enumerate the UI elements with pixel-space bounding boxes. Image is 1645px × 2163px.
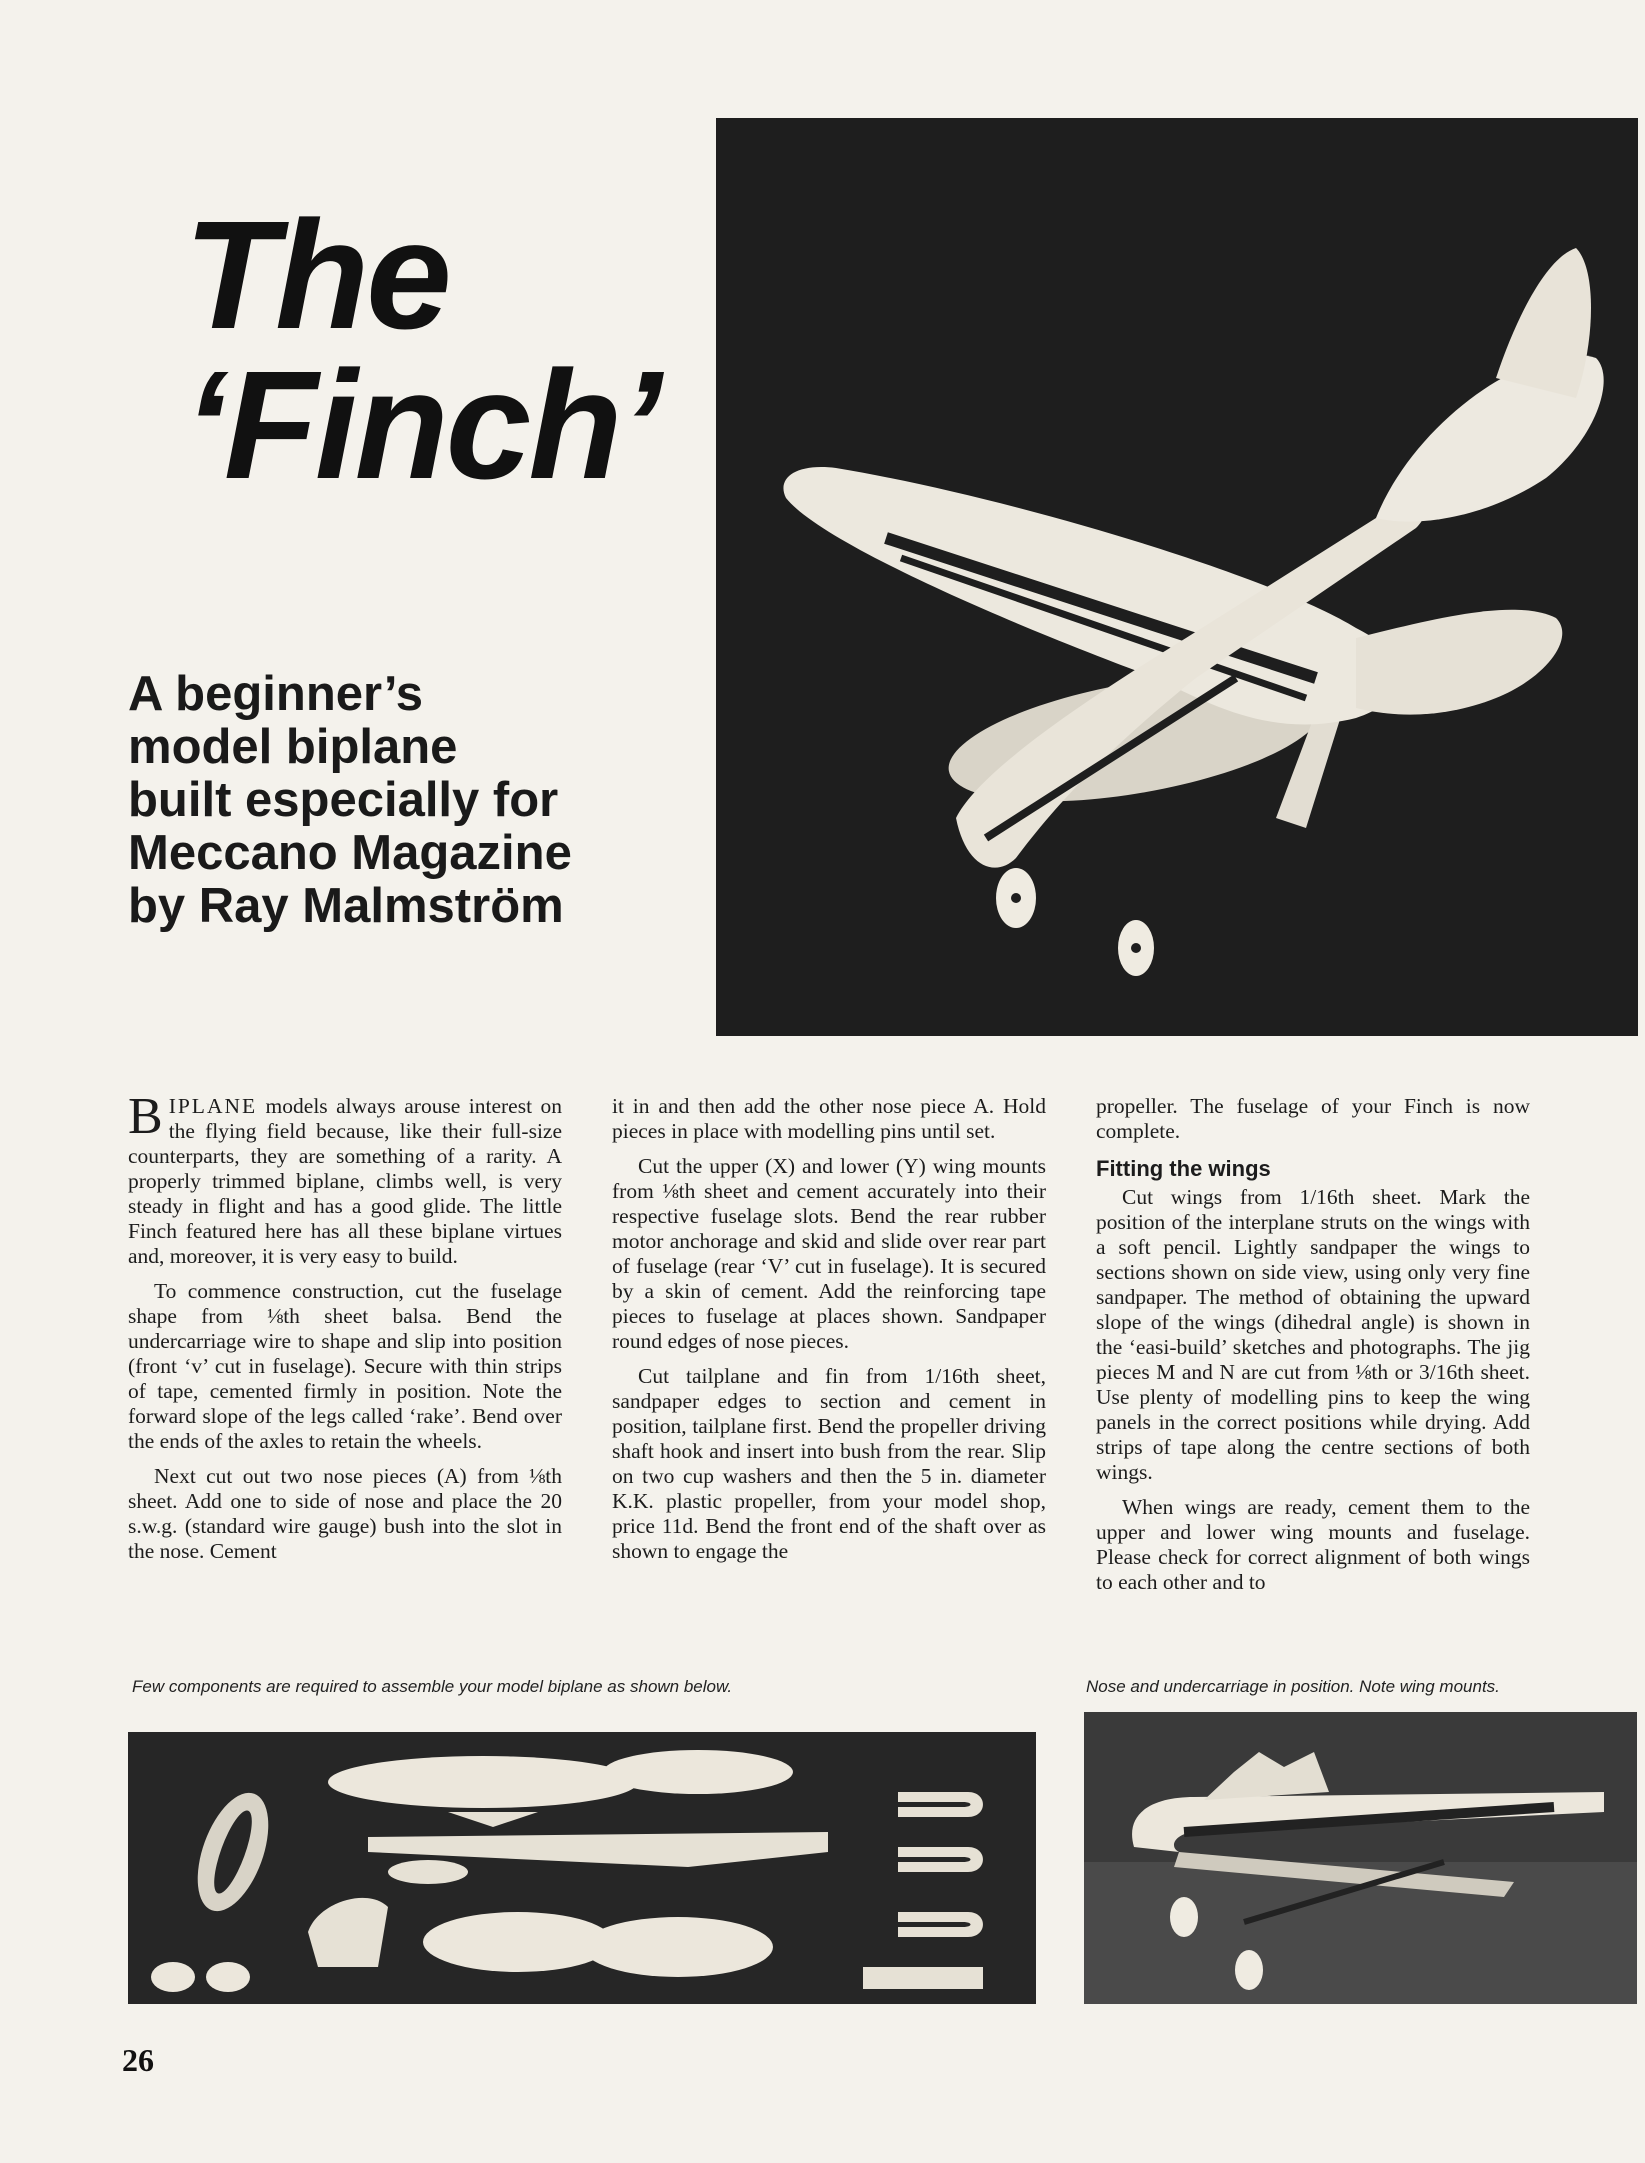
lead-word: IPLANE — [168, 1094, 258, 1118]
subtitle-line-2: model biplane — [128, 720, 458, 774]
paragraph: propeller. The fuselage of your Finch is now complete. — [1096, 1094, 1530, 1143]
article-column-3 — [1096, 1094, 1530, 1605]
subtitle-line-4: Meccano Magazine — [128, 826, 572, 880]
nose-photo-caption: Nose and undercarriage in position. Note wing mounts. — [1086, 1677, 1500, 1696]
components-illustration — [128, 1732, 1036, 2004]
subtitle-line-5: by Ray Malmström — [128, 879, 564, 933]
article-column-2 — [612, 1094, 1046, 1574]
subtitle-line-1: A beginner’s — [128, 667, 423, 721]
parts-photo-caption: Few components are required to assemble your model biplane as shown below. — [132, 1677, 733, 1696]
paragraph: When wings are ready, cement them to the upper and lower wing mounts and fuselage. Please check for correct alignment of both wings to each other and to — [1096, 1495, 1530, 1594]
paragraph: Cut wings from 1/16th sheet. Mark the position of the interplane struts on the wings with a soft pencil. Lightly sandpaper the wings to sections shown on side view, using only very fine sandpaper. The method of obtaining the upward slope of the wings (dihedral angle) is shown in the ‘easi-build’ sketches and photographs. The jig pieces M and N are cut from ⅛th or 3/16th sheet. Use plenty of modelling pins to keep the wing panels in the correct positions while drying. Add strips of tape along the centre sections of both wings. — [1096, 1185, 1530, 1484]
hero-biplane-photo — [716, 118, 1638, 1036]
nose-undercarriage-photo — [1084, 1712, 1637, 2004]
paragraph: Cut tailplane and fin from 1/16th sheet, sandpaper edges to section and cement in position, tailplane first. Bend the propeller driving shaft hook and insert into bush from the rear. Slip on two cup washers and then the 5 in. diameter K.K. plastic propeller, from your model shop, price 11d. Bend the front end of the shaft over as shown to engage the — [612, 1364, 1046, 1563]
article-title — [184, 189, 704, 511]
paragraph: To commence construction, cut the fuselage shape from ⅛th sheet balsa. Bend the undercarriage wire to shape and slip into position (front ‘v’ cut in fuselage). Secure with thin strips of tape, cemented firmly in position. Note the forward slope of the legs called ‘rake’. Bend over the ends of the axles to retain the wheels. — [128, 1279, 562, 1453]
paragraph — [128, 1088, 562, 1269]
biplane-illustration — [716, 118, 1638, 1036]
nose-undercarriage-illustration — [1084, 1712, 1637, 2004]
paragraph: Cut the upper (X) and lower (Y) wing mounts from ⅛th sheet and cement accurately into their respective fuselage slots. Bend the rear rubber motor anchorage and skid and slide over rear part of fuselage (rear ‘V’ cut in fuselage). It is secured by a skin of cement. Add the reinforcing tape pieces to fuselage at places shown. Sandpaper round edges of nose pieces. — [612, 1154, 1046, 1353]
article-subtitle — [128, 668, 688, 933]
drop-cap: B — [128, 1088, 163, 1145]
section-heading: Fitting the wings — [1096, 1156, 1271, 1181]
paragraph: it in and then add the other nose piece A. Hold pieces in place with modelling pins until set. — [612, 1094, 1046, 1143]
subtitle-line-3: built especially for — [128, 773, 559, 827]
paragraph-text: models always arouse interest on the flying field because, like their full-size counterparts, they are something of a rarity. A properly trimmed biplane, climbs well, is very steady in flight and has a good glide. The little Finch featured here has all these biplane virtues and, moreover, it is very easy to build. — [128, 1094, 562, 1268]
title-line-2: ‘Finch’ — [184, 339, 660, 511]
article-column-1 — [128, 1088, 562, 1574]
components-photo — [128, 1732, 1036, 2004]
title-line-1: The — [184, 189, 449, 361]
paragraph: Next cut out two nose pieces (A) from ⅛th sheet. Add one to side of nose and place the 20 s.w.g. (standard wire gauge) bush into the slot in the nose. Cement — [128, 1464, 562, 1563]
page-number: 26 — [122, 2042, 154, 2078]
